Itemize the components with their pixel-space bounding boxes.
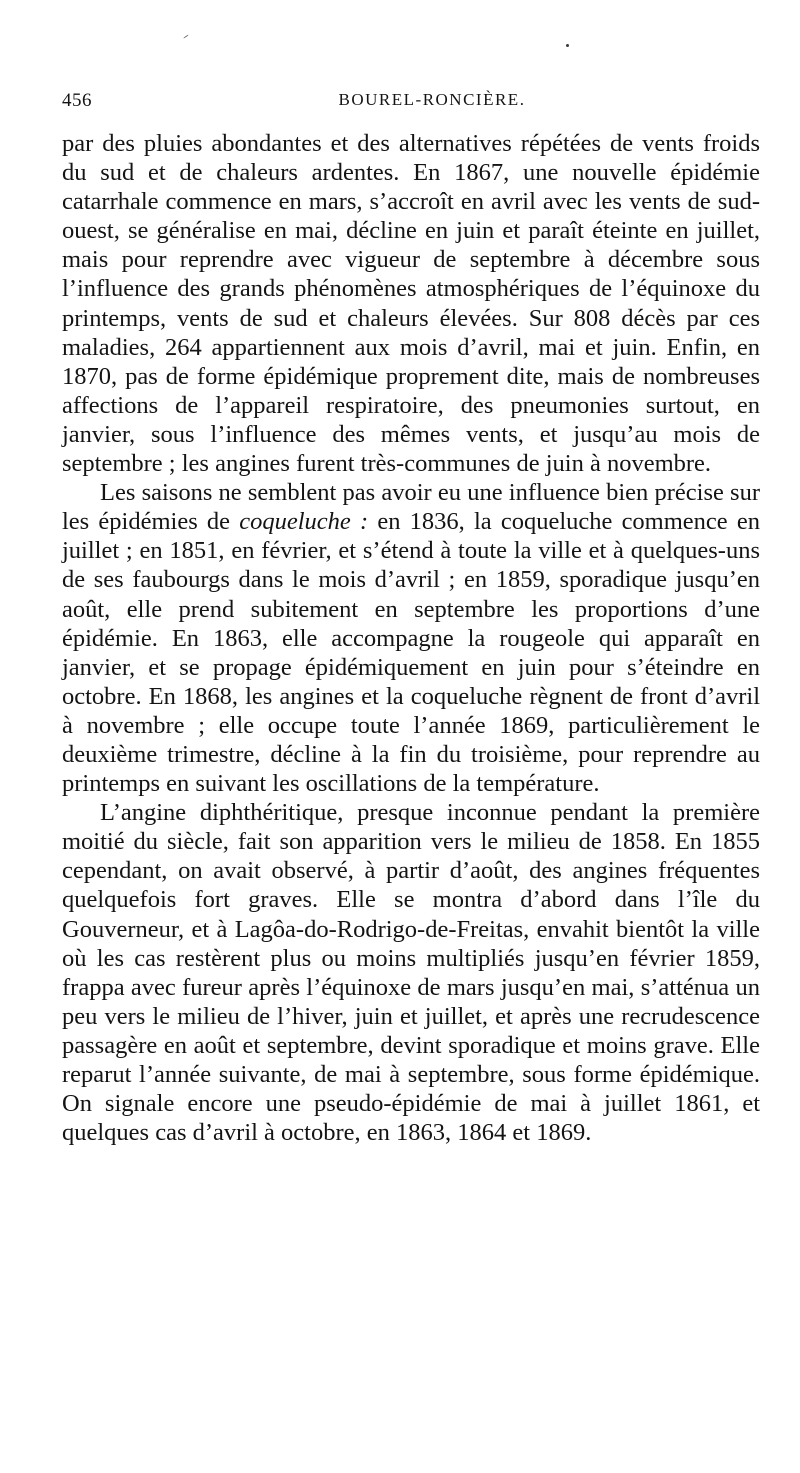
body-text: [62, 129, 760, 1147]
paragraph-1: par des pluies abondantes et des alternatives répétées de vents froids du sud et de chaleurs ardentes. En 1867, une nouvelle épidémie catarrhale commence en mars, s’accroît en avril avec les vents de sud-ouest, se généralise en mai, décline en juin et paraît éteinte en juillet, mais pour reprendre avec vigueur de septembre à décembre sous l’influence des grands phénomènes atmosphériques de l’équinoxe du printemps, vents de sud et chaleurs élevées. Sur 808 décès par ces maladies, 264 appartiennent aux mois d’avril, mai et juin. Enfin, en 1870, pas de forme épidémique proprement dite, mais de nombreuses affections de l’appareil respiratoire, des pneumonies surtout, en janvier, sous l’influence des mêmes vents, et jusqu’au mois de septembre ; les angines furent très-communes de juin à novembre.: [62, 130, 760, 478]
paragraph-2-text-end: en 1836, la coqueluche commence en juillet ; en 1851, en février, et s’étend à toute la ville et à quelques-uns de ses faubourgs dans le mois d’avril ; en 1859, sporadique jusqu’en août, elle prend subitement en septembre les proportions d’une épidémie. En 1863, elle accompagne la rougeole qui apparaît en janvier, et se propage épidémiquement en juin pour s’éteindre en octobre. En 1868, les angines et la coqueluche règnent de front d’avril à novembre ; elle occupe toute l’année 1869, particulièrement le deuxième trimestre, décline à la fin du troisième, pour reprendre au printemps en suivant les oscillations de la température.: [62, 508, 760, 798]
paragraph-2: [62, 478, 760, 798]
running-title: BOUREL-RONCIÈRE.: [338, 90, 526, 109]
ink-speck: [566, 44, 569, 47]
paragraph-2-italic-term: coqueluche :: [239, 508, 369, 536]
running-header: [62, 90, 742, 118]
paragraph-3: L’angine diphthéritique, presque inconnue pendant la première moitié du siècle, fait son apparition vers le milieu de 1858. En 1855 cependant, on avait observé, à partir d’août, des angines fréquentes quelquefois fort graves. Elle se montra d’abord dans l’île du Gouverneur, et à Lagôa-do-Rodrigo-de-Freitas, envahit bientôt la ville où les cas restèrent plus ou moins multipliés jusqu’en février 1859, frappa avec fureur après l’équinoxe de mars jusqu’en mai, s’atténua un peu vers le milieu de l’hiver, juin et juillet, et après une recrudescence passagère en août et septembre, devint sporadique et moins grave. Elle reparut l’année suivante, de mai à septembre, sous forme épidémique. On signale encore une pseudo-épidémie de mai à juillet 1861, et quelques cas d’avril à octobre, en 1863, 1864 et 1869.: [62, 799, 760, 1147]
paragraph-2-text-start: Les saisons ne semblent pas avoir eu une influence bien précise sur les épidémies de: [62, 479, 760, 536]
page-number: 456: [62, 90, 92, 111]
ink-speck: [183, 34, 188, 38]
